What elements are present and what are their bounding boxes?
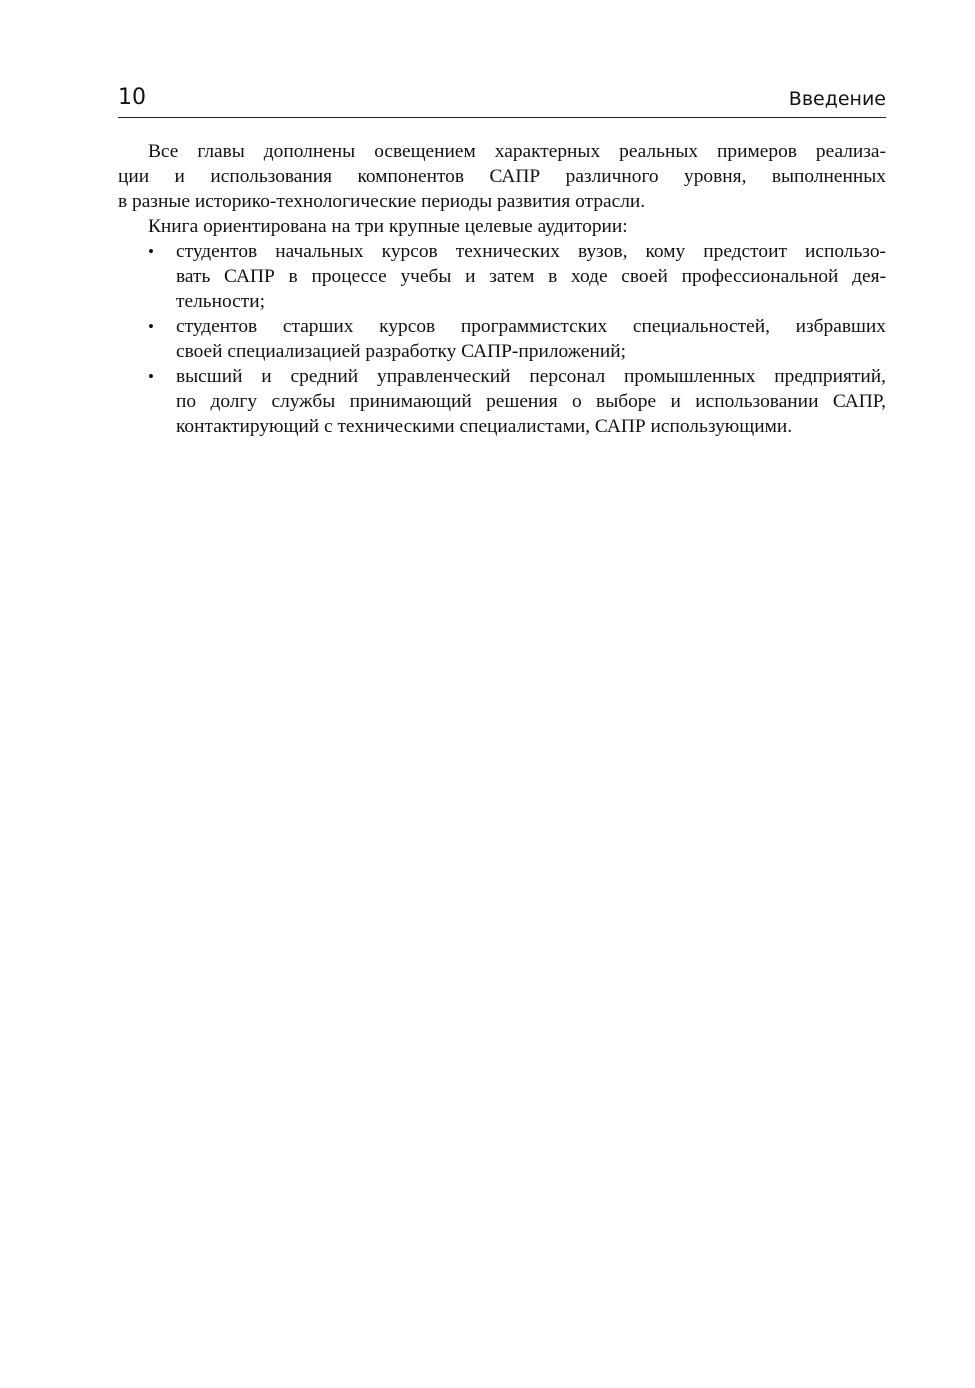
- text-line: Все главы дополнены освещением характерных реальных примеров реализа-: [148, 141, 886, 162]
- list-item: [118, 364, 886, 439]
- page-number: 10: [118, 85, 146, 110]
- bullet-icon: •: [148, 367, 154, 386]
- text-line: вать САПР в процессе учебы и затем в ходе своей профессиональной дея-: [176, 266, 886, 287]
- audience-list: [118, 239, 886, 439]
- paragraph-chapters-examples: [118, 139, 886, 214]
- header-rule: [118, 117, 886, 118]
- running-head: [118, 84, 886, 116]
- text-line: по долгу службы принимающий решения о выборе и использовании САПР,: [176, 391, 886, 412]
- text-line: студентов старших курсов программистских специальностей, избравших: [176, 316, 886, 337]
- text-line: тельности;: [176, 291, 266, 312]
- bullet-icon: •: [148, 242, 154, 261]
- body-text: [118, 139, 886, 439]
- text-line: студентов начальных курсов технических вузов, кому предстоит использо-: [176, 241, 886, 262]
- text-line: Книга ориентирована на три крупные целевые аудитории:: [148, 216, 628, 237]
- text-line: ции и использования компонентов САПР различного уровня, выполненных: [118, 166, 886, 187]
- text-line: в разные историко-технологические периоды развития отрасли.: [118, 191, 646, 212]
- bullet-icon: •: [148, 317, 154, 336]
- text-line: высший и средний управленческий персонал промышленных предприятий,: [176, 366, 886, 387]
- section-title: Введение: [788, 88, 886, 110]
- list-item: [118, 239, 886, 314]
- paragraph-audiences-intro: [118, 214, 886, 239]
- text-line: своей специализацией разработку САПР-приложений;: [176, 341, 626, 362]
- text-line: контактирующий с техническими специалистами, САПР использующими.: [176, 416, 793, 437]
- list-item: [118, 314, 886, 364]
